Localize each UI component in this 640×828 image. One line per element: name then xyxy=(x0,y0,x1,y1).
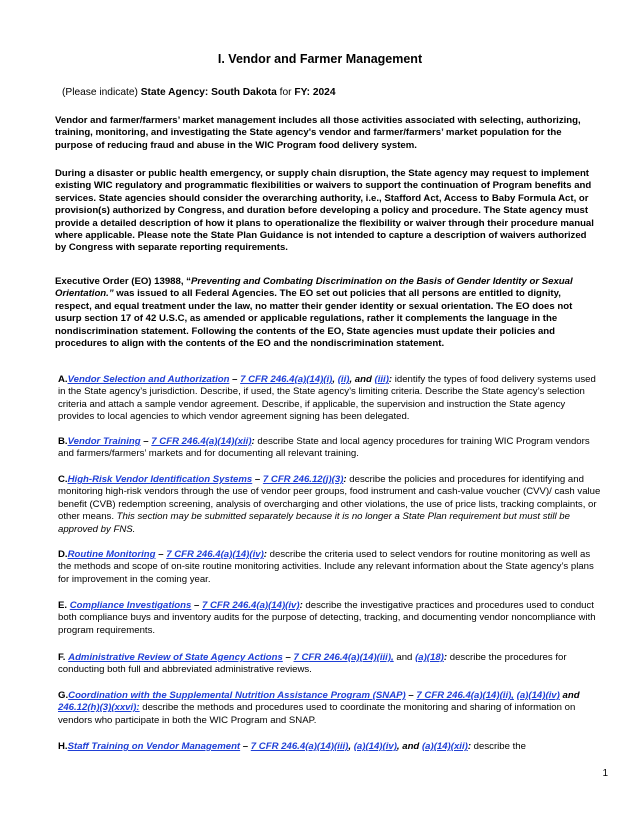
link-vendor-training[interactable]: Vendor Training xyxy=(67,436,141,447)
colon: : xyxy=(343,474,347,485)
link-vendor-selection[interactable]: Vendor Selection and Authorization xyxy=(67,374,230,385)
dash: – xyxy=(155,549,167,560)
item-letter: H. xyxy=(58,741,68,752)
separator: , xyxy=(332,374,338,385)
item-description: describe the methods and procedures used to coordinate the monitoring and sharing of information on vendors who participate in both the WIC Program and SNAP. xyxy=(58,702,576,726)
dash: – xyxy=(252,474,263,485)
list-item-snap-coordination xyxy=(58,690,603,727)
separator: , and xyxy=(396,741,422,752)
item-description: describe the policies and procedures for identifying and monitoring high-risk vendors through the use of vendor peer groups, food instrument and cash-value voucher (CVV)/ cash value benefit (CVB) redemption screening, analysis of overcharging and other violations, the use of price lists, tracking complaints, or other means. xyxy=(58,474,601,523)
colon: : xyxy=(388,374,393,385)
separator: , and xyxy=(349,374,375,385)
item-letter: C. xyxy=(58,474,68,485)
page-title: I. Vendor and Farmer Management xyxy=(217,52,423,66)
eo-rest: was issued to all Federal Agencies. The EO set out policies that all persons are entitled to dignity, respect, and equal treatment under the law, no matter their gender identity or sexual orientation. The EO does not usurp section 17 of 42 U.S.C, as amended or applicable regulations, rather it complements the language in the nondiscrimination statement. Following the contents of the EO, State agencies must update their policies and procedures to align with the contents of the EO and the nondiscrimination statement. xyxy=(55,288,573,350)
item-letter: A. xyxy=(58,374,68,385)
link-cfr-ii[interactable]: (ii) xyxy=(337,374,350,385)
item-description: describe the procedures for conducting both full and abbreviated administrative reviews. xyxy=(58,652,567,676)
link-administrative-review[interactable]: Administrative Review of State Agency Actions xyxy=(68,652,283,663)
link-cfr-246-12-h3-xxvi[interactable]: 246.12(h)(3)(xxvi): xyxy=(58,702,140,714)
item-description: identify the types of food delivery systems used in the State agency’s jurisdiction. Describe, if used, the State agency’s limiting criteria. Describe the State agency’s selection criteria and attach a sample vendor agreement. Describe, if applicable, the supervision and instruction the State agency provides to local agencies to which vendor agreement signing has been delegated. xyxy=(58,374,596,423)
link-cfr-a14-iv[interactable]: 7 CFR 246.4(a)(14)(iv) xyxy=(201,600,300,611)
link-cfr-iii[interactable]: (iii) xyxy=(374,374,389,385)
item-letter: D. xyxy=(58,549,68,560)
separator: and xyxy=(393,652,416,663)
link-cfr-a14-iii[interactable]: 7 CFR 246.4(a)(14)(iii), xyxy=(293,652,394,663)
list-item-vendor-selection xyxy=(58,374,603,424)
separator: , xyxy=(348,741,354,752)
item-letter: G. xyxy=(58,690,69,701)
link-routine-monitoring[interactable]: Routine Monitoring xyxy=(67,549,156,560)
link-cfr-a14-iv[interactable]: (a)(14)(iv) xyxy=(353,741,397,752)
indicate-prefix: (Please indicate) xyxy=(62,87,138,98)
colon: : xyxy=(251,436,255,447)
link-cfr-a14-xii[interactable]: 7 CFR 246.4(a)(14)(xii) xyxy=(151,436,252,447)
item-note: This section may be submitted separately because it is no longer a State Plan requirement but must still be approved by FNS. xyxy=(58,511,570,535)
link-staff-training[interactable]: Staff Training on Vendor Management xyxy=(67,741,241,752)
link-cfr-a14-i[interactable]: 7 CFR 246.4(a)(14)(i) xyxy=(240,374,333,385)
item-letter: B. xyxy=(58,436,68,447)
eo-title: Preventing and Combating Discrimination on the Basis of Gender Identity or Sexual Orientation.” xyxy=(55,276,573,300)
state-agency-label: State Agency: South Dakota xyxy=(140,87,277,98)
list-item-vendor-training xyxy=(58,436,603,461)
link-cfr-a18[interactable]: (a)(18) xyxy=(415,652,444,663)
link-cfr-a14-iv[interactable]: (a)(14)(iv) xyxy=(516,690,560,701)
colon: : xyxy=(443,652,448,663)
link-cfr-246-12-j3[interactable]: 7 CFR 246.12(j)(3) xyxy=(262,474,344,485)
executive-order-paragraph xyxy=(55,276,600,350)
link-cfr-a14-iv[interactable]: 7 CFR 246.4(a)(14)(iv) xyxy=(166,549,264,560)
list-item-compliance-investigations xyxy=(58,600,603,637)
link-snap-coordination[interactable]: Coordination with the Supplemental Nutrition Assistance Program (SNAP) xyxy=(68,690,406,701)
colon: : xyxy=(263,549,267,560)
list-item-administrative-review xyxy=(58,652,603,677)
item-description: describe the xyxy=(471,741,526,752)
colon: : xyxy=(299,600,303,611)
separator: and xyxy=(559,690,580,701)
item-description: describe State and local agency procedures for training WIC Program vendors and farmers/farmers’ markets and for documenting all relevant training. xyxy=(58,436,590,460)
dash: – xyxy=(229,374,241,385)
page-number: 1 xyxy=(602,768,608,779)
link-cfr-a14-iii[interactable]: 7 CFR 246.4(a)(14)(iii) xyxy=(250,741,349,752)
list-item-routine-monitoring xyxy=(58,549,603,586)
link-cfr-a14-xii[interactable]: (a)(14)(xii) xyxy=(421,741,468,752)
colon: : xyxy=(467,741,472,752)
item-letter: F. xyxy=(58,652,66,663)
dash: – xyxy=(405,690,417,701)
item-description: describe the investigative practices and procedures used to conduct both compliance buys and inventory audits for the purpose of detecting, tracking, and documenting vendor noncompliance with program requirements. xyxy=(58,600,596,636)
dash: – xyxy=(282,652,294,663)
agency-indicator xyxy=(62,87,336,98)
dash: – xyxy=(191,600,202,611)
eo-lead: Executive Order (EO) 13988, “ xyxy=(55,276,191,287)
disaster-paragraph: During a disaster or public health emergency, or supply chain disruption, the State agency may request to implement existing WIC regulatory and programmatic flexibilities or waivers to support the continuation of Program benefits and services. State agencies should consider the overarching authority, i.e., Stafford Act, Access to Baby Formula Act, or provision(s) authorized by Congress, and duration before developing a policy and procedure. The State agency must provide a detailed description of how it plans to operationalize the flexibility or waiver through their procedure manual where applicable. Please note the State Plan Guidance is not intended to capture a description of waivers authorized by Congress with separate reporting requirements. xyxy=(55,168,594,254)
list-item-staff-training xyxy=(58,741,603,753)
fiscal-year-label: FY: 2024 xyxy=(294,87,336,98)
list-item-high-risk-vendor xyxy=(58,474,603,536)
dash: – xyxy=(140,436,152,447)
intro-paragraph: Vendor and farmer/farmers’ market management includes all those activities associated with selecting, authorizing, training, monitoring, and investigating the State agency's vendor and farmer/farmers’ market population for the purpose of reducing fraud and abuse in the WIC Program food delivery system. xyxy=(55,115,581,151)
item-description: describe the criteria used to select vendors for routine monitoring as well as the methods and scope of on-site routine monitoring activities. Include any relevant information about the State agency’s plans for improvement in the coming year. xyxy=(58,549,594,585)
link-high-risk-vendor[interactable]: High-Risk Vendor Identification Systems xyxy=(67,474,253,485)
link-cfr-a14-ii[interactable]: 7 CFR 246.4(a)(14)(ii), xyxy=(416,690,514,701)
link-compliance-investigations[interactable]: Compliance Investigations xyxy=(69,600,192,611)
item-letter: E. xyxy=(58,600,68,611)
dash: – xyxy=(240,741,251,752)
for-text: for xyxy=(279,87,292,98)
